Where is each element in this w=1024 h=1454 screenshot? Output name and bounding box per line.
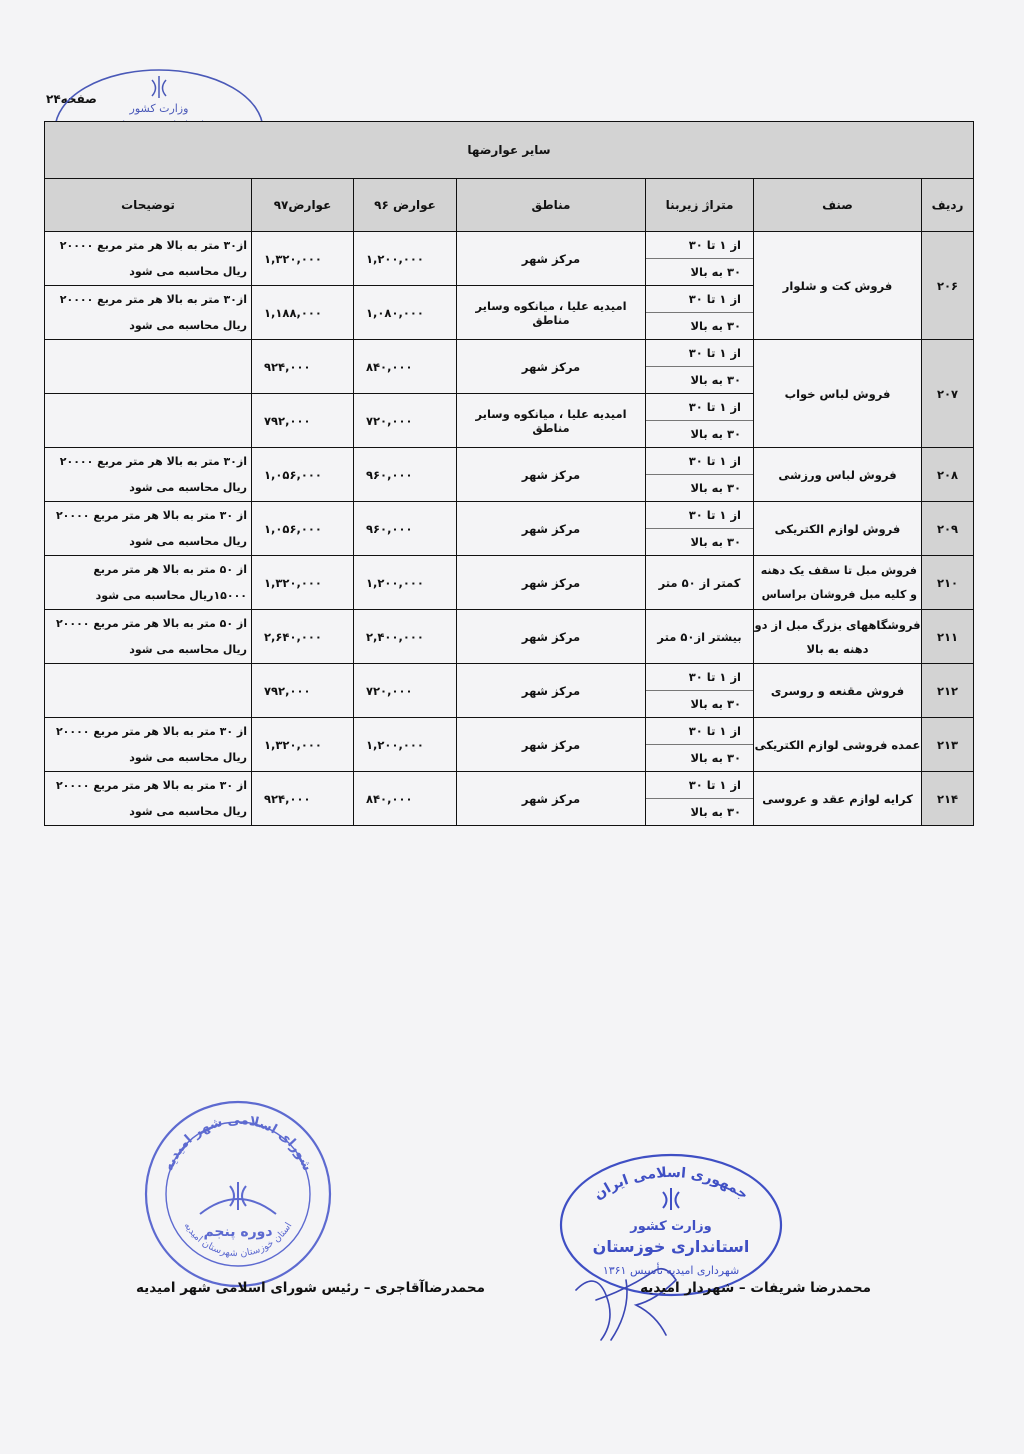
table-row — [45, 718, 974, 772]
page-number: صفحه۲۴ — [46, 92, 97, 106]
header-fee-96: عوارض ۹۶ — [354, 179, 457, 232]
notes-cell: از۳۰ متر به بالا هر متر مربع ۲۰۰۰۰ ریال محاسبه می شود — [45, 448, 252, 502]
fee-96-cell: ۹۶۰,۰۰۰ — [354, 448, 457, 502]
fee-97-cell: ۲,۶۴۰,۰۰۰ — [252, 610, 354, 664]
zone-cell: مرکز شهر — [457, 340, 646, 394]
area-range: از ۱ تا ۳۰ — [688, 724, 742, 738]
header-area: متراژ زیربنا — [646, 179, 754, 232]
notes-cell: از ۵۰ متر به بالا هر متر مربع ۱۵۰۰۰ریال محاسبه می شود — [45, 556, 252, 610]
emblem-icon — [663, 1188, 679, 1210]
category-cell: فروش لباس ورزشی — [754, 448, 922, 502]
area-range: ۳۰ به بالا — [646, 420, 753, 447]
category-cell: فروش لباس خواب — [754, 340, 922, 448]
row-number: ۲۰۸ — [922, 448, 974, 502]
header-notes: توضیحات — [45, 179, 252, 232]
category-cell: فروشگاههای بزرگ مبل از دو دهنه به بالا — [754, 610, 922, 664]
notes-cell — [45, 394, 252, 448]
header-fee-97: عوارض۹۷ — [252, 179, 354, 232]
fee-97-cell: ۹۲۴,۰۰۰ — [252, 340, 354, 394]
area-cell — [646, 772, 754, 826]
area-range: ۳۰ به بالا — [646, 528, 753, 555]
area-range: ۳۰ به بالا — [646, 312, 753, 339]
emblem-icon — [200, 1182, 276, 1214]
fee-96-cell: ۱,۰۸۰,۰۰۰ — [354, 286, 457, 340]
area-range: از ۱ تا ۳۰ — [688, 508, 742, 522]
notes-cell: از۳۰ متر به بالا هر متر مربع ۲۰۰۰۰ ریال محاسبه می شود — [45, 286, 252, 340]
fee-96-cell: ۱,۲۰۰,۰۰۰ — [354, 556, 457, 610]
area-range: از ۱ تا ۳۰ — [688, 778, 742, 792]
area-cell — [646, 664, 754, 718]
svg-text:شورای اسلامی شهر امیدیه — [161, 1113, 314, 1174]
table-header-row — [45, 179, 974, 232]
zone-cell: مرکز شهر — [457, 610, 646, 664]
table-title-row — [45, 122, 974, 179]
mayor-signature: محمدرضا شریفات – شهردار امیدیه — [640, 1280, 871, 1296]
ministry-seal-municipality: شهرداری امیدیه تأسیس ۱۳۶۱ — [602, 1264, 740, 1277]
notes-cell: از ۳۰ متر به بالا هر متر مربع ۲۰۰۰۰ ریال محاسبه می شود — [45, 502, 252, 556]
zone-cell: مرکز شهر — [457, 502, 646, 556]
fee-96-cell: ۷۲۰,۰۰۰ — [354, 394, 457, 448]
fee-96-cell: ۲,۴۰۰,۰۰۰ — [354, 610, 457, 664]
fee-96-cell: ۸۴۰,۰۰۰ — [354, 772, 457, 826]
council-seal-bottom-text: استان خوزستان شهرستان امیدیه — [181, 1220, 295, 1260]
category-cell: کرایه لوازم عقد و عروسی — [754, 772, 922, 826]
category-cell: فروش لوازم الکتریکی — [754, 502, 922, 556]
fee-96-cell: ۷۲۰,۰۰۰ — [354, 664, 457, 718]
stamp-top-line: وزارت کشور — [129, 102, 189, 115]
row-number: ۲۱۰ — [922, 556, 974, 610]
area-cell — [646, 718, 754, 772]
council-seal — [140, 1096, 336, 1292]
area-cell — [646, 448, 754, 502]
fee-97-cell: ۷۹۲,۰۰۰ — [252, 394, 354, 448]
fee-96-cell: ۸۴۰,۰۰۰ — [354, 340, 457, 394]
area-cell: کمتر از ۵۰ متر — [646, 556, 754, 610]
emblem-icon — [152, 76, 166, 98]
zone-cell: مرکز شهر — [457, 664, 646, 718]
area-cell: بیشتر از۵۰ متر — [646, 610, 754, 664]
category-cell: عمده فروشی لوازم الکتریکی — [754, 718, 922, 772]
table-row — [45, 232, 974, 286]
area-range: ۳۰ به بالا — [646, 258, 753, 285]
zone-cell: مرکز شهر — [457, 232, 646, 286]
row-number: ۲۱۴ — [922, 772, 974, 826]
category-cell: فروش مقنعه و روسری — [754, 664, 922, 718]
row-number: ۲۰۷ — [922, 340, 974, 448]
category-cell: فروش مبل تا سقف یک دهنه و کلیه مبل فروشان براساس — [754, 556, 922, 610]
handwritten-signature — [566, 1250, 696, 1350]
row-number: ۲۱۳ — [922, 718, 974, 772]
zone-cell: مرکز شهر — [457, 718, 646, 772]
area-cell — [646, 232, 754, 286]
fee-table — [44, 121, 974, 826]
zone-cell: مرکز شهر — [457, 448, 646, 502]
council-head-signature: محمدرضاآقاجری – رئیس شورای اسلامی شهر امیدیه — [135, 1280, 485, 1296]
fee-97-cell: ۱,۳۲۰,۰۰۰ — [252, 556, 354, 610]
fee-96-cell: ۱,۲۰۰,۰۰۰ — [354, 232, 457, 286]
fee-97-cell: ۹۲۴,۰۰۰ — [252, 772, 354, 826]
fee-97-cell: ۱,۰۵۶,۰۰۰ — [252, 448, 354, 502]
header-zones: مناطق — [457, 179, 646, 232]
zone-cell: مرکز شهر — [457, 556, 646, 610]
table-row — [45, 772, 974, 826]
area-range: ۳۰ به بالا — [646, 474, 753, 501]
area-cell — [646, 502, 754, 556]
area-range: ۳۰ به بالا — [646, 798, 753, 825]
notes-cell: از ۳۰ متر به بالا هر متر مربع ۲۰۰۰۰ ریال محاسبه می شود — [45, 718, 252, 772]
fee-97-cell: ۱,۳۲۰,۰۰۰ — [252, 232, 354, 286]
area-range: از ۱ تا ۳۰ — [688, 238, 742, 252]
ministry-seal-province: استانداری خوزستان — [592, 1237, 750, 1256]
area-range: از ۱ تا ۳۰ — [688, 670, 742, 684]
notes-cell: از ۵۰ متر به بالا هر متر مربع ۲۰۰۰۰ ریال محاسبه می شود — [45, 610, 252, 664]
table-row — [45, 502, 974, 556]
fee-97-cell: ۷۹۲,۰۰۰ — [252, 664, 354, 718]
notes-cell — [45, 664, 252, 718]
area-range: از ۱ تا ۳۰ — [688, 346, 742, 360]
header-category: صنف — [754, 179, 922, 232]
council-seal-arc-text: شورای اسلامی شهر امیدیه — [161, 1112, 315, 1174]
area-range: ۳۰ به بالا — [646, 744, 753, 771]
fee-97-cell: ۱,۳۲۰,۰۰۰ — [252, 718, 354, 772]
row-number: ۲۰۹ — [922, 502, 974, 556]
row-number: ۲۱۱ — [922, 610, 974, 664]
area-cell — [646, 394, 754, 448]
table-row — [45, 664, 974, 718]
table-row — [45, 556, 974, 610]
council-seal-term: دوره پنجم — [203, 1224, 273, 1240]
row-number: ۲۰۶ — [922, 232, 974, 340]
ministry-seal-arc-text: جمهوری اسلامی ایران — [590, 1164, 752, 1204]
area-range: ۳۰ به بالا — [646, 690, 753, 717]
fee-96-cell: ۹۶۰,۰۰۰ — [354, 502, 457, 556]
notes-cell — [45, 340, 252, 394]
zone-cell: امیدیه علیا ، میانکوه وسایر مناطق — [457, 394, 646, 448]
area-range: از ۱ تا ۳۰ — [688, 292, 742, 306]
area-cell — [646, 286, 754, 340]
header-row-number: ردیف — [922, 179, 974, 232]
table-row — [45, 448, 974, 502]
fee-97-cell: ۱,۱۸۸,۰۰۰ — [252, 286, 354, 340]
notes-cell: از ۳۰ متر به بالا هر متر مربع ۲۰۰۰۰ ریال محاسبه می شود — [45, 772, 252, 826]
table-row — [45, 340, 974, 394]
fee-96-cell: ۱,۲۰۰,۰۰۰ — [354, 718, 457, 772]
area-range: ۳۰ به بالا — [646, 366, 753, 393]
zone-cell: مرکز شهر — [457, 772, 646, 826]
zone-cell: امیدیه علیا ، میانکوه وسایر مناطق — [457, 286, 646, 340]
ministry-seal-line: وزارت کشور — [630, 1219, 712, 1234]
area-cell — [646, 340, 754, 394]
table-row — [45, 610, 974, 664]
notes-cell: از۳۰ متر به بالا هر متر مربع ۲۰۰۰۰ ریال محاسبه می شود — [45, 232, 252, 286]
category-cell: فروش کت و شلوار — [754, 232, 922, 340]
table-title: سایر عوارضها — [45, 122, 974, 179]
area-range: از ۱ تا ۳۰ — [688, 454, 742, 468]
area-range: از ۱ تا ۳۰ — [688, 400, 742, 414]
fee-97-cell: ۱,۰۵۶,۰۰۰ — [252, 502, 354, 556]
row-number: ۲۱۲ — [922, 664, 974, 718]
